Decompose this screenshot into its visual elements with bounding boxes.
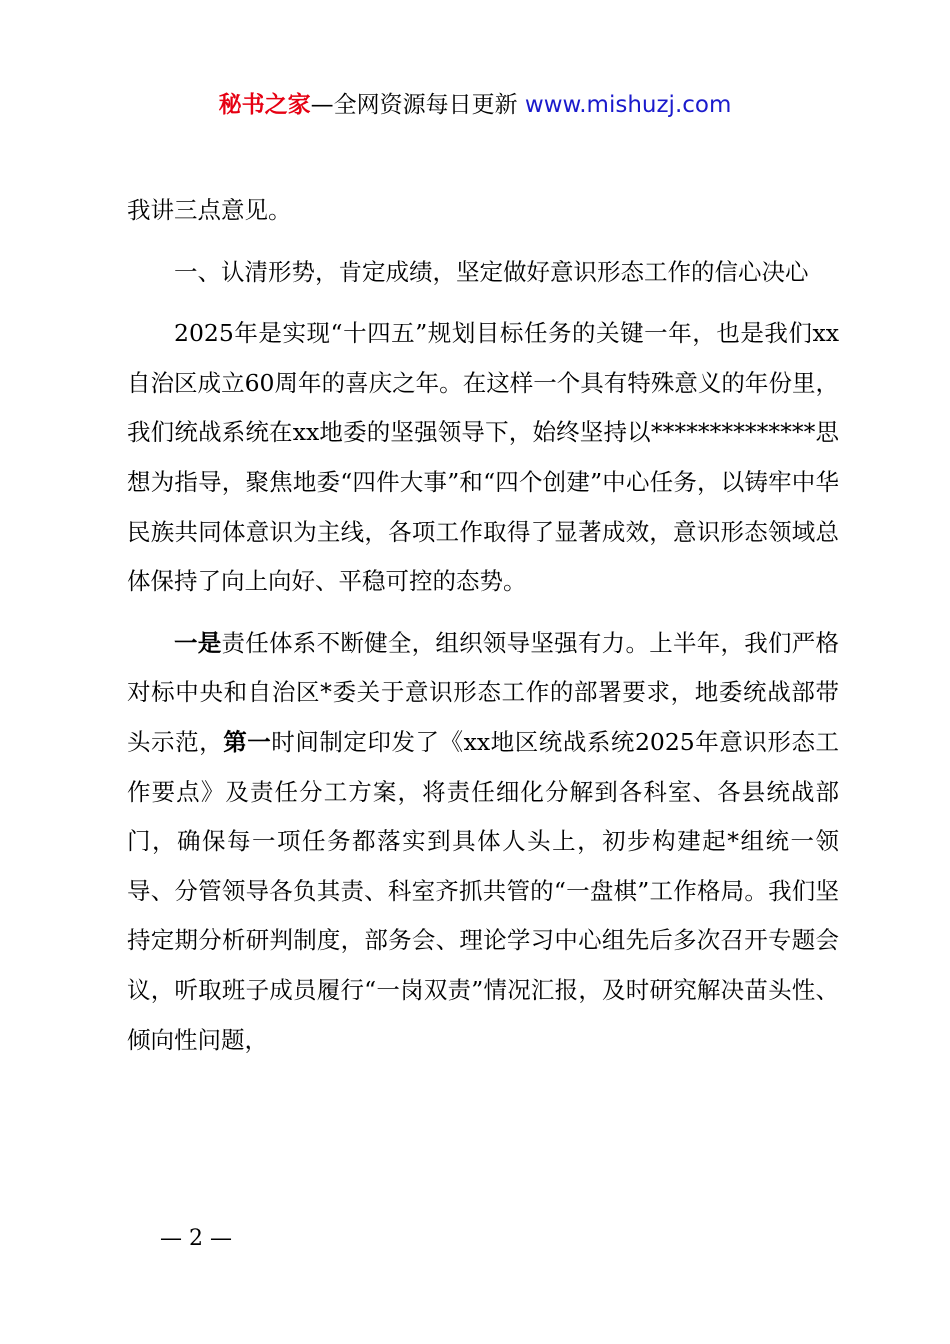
site-url-link[interactable]: www.mishuzj.com: [524, 92, 732, 118]
body-paragraph-situation: 2025年是实现“十四五”规划目标任务的关键一年，也是我们xx自治区成立60周年的喜庆之年。在这样一个具有特殊意义的年份里，我们统战系统在xx地委的坚强领导下，始终坚持以**************思想为指导，聚焦地委“四件大事”和“四个创建”中心任务，以铸牢中华民族共同体意识为主线，各项工作取得了显著成效，意识形态领域总体保持了向上向好、平稳可控的态势。: [127, 319, 839, 596]
paragraph-text-part1: 责任体系不断健全，组织领导坚强有力。上半年，我们严格对标中央和自治区*委关于意识形态工作的部署要求，地委统战部带头示范，: [127, 628, 840, 756]
page-number: — 2 —: [160, 1226, 232, 1251]
section-heading: 一、认清形势，肯定成绩，坚定做好意识形态工作的信心决心: [174, 257, 809, 286]
body-paragraph-responsibility: [127, 619, 839, 1065]
paragraph-text-part2: 时间制定印发了《xx地区统战系统2025年意识形态工作要点》及责任分工方案，将责任细化分解到各科室、各县统战部门，确保每一项任务都落实到具体人头上，初步构建起*组统一领导、分管领导各负其责、科室齐抓共管的“一盘棋”工作格局。我们坚持定期分析研判制度，部务会、理论学习中心组先后多次召开专题会议，听取班子成员履行“一岗双责”情况汇报，及时研究解决苗头性、倾向性问题，: [127, 727, 840, 1054]
emphasis-first-time: 第一: [223, 727, 272, 756]
point-label-first: 一是: [174, 628, 222, 657]
document-body: [127, 186, 839, 1065]
header-tagline: —全网资源每日更新: [310, 92, 525, 118]
site-header: [0, 88, 950, 122]
brand-name: 秘书之家: [218, 92, 311, 118]
intro-paragraph: 我讲三点意见。: [127, 196, 292, 224]
